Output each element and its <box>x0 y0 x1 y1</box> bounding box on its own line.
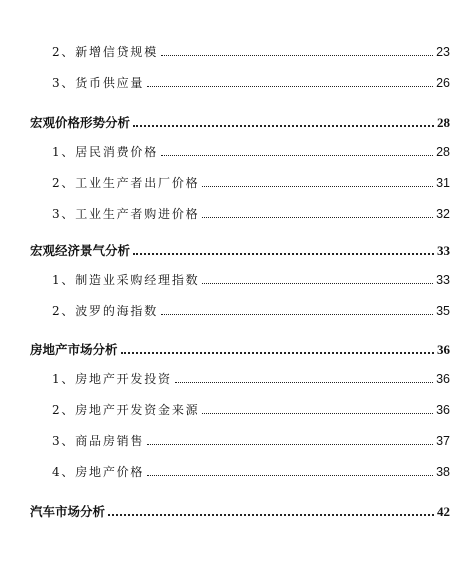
toc-entry-label: 2、房地产开发资金来源 <box>52 403 200 417</box>
toc-entry-ppirm[interactable] <box>0 202 474 222</box>
toc-entry-label: 3、工业生产者购进价格 <box>52 207 200 221</box>
toc-entry-label: 1、房地产开发投资 <box>52 372 172 386</box>
toc-entry-label: 3、货币供应量 <box>52 76 145 90</box>
toc-section-label: 宏观经济景气分析 <box>30 243 131 258</box>
toc-section-macro-price[interactable] <box>0 111 474 131</box>
dot-leader <box>133 125 434 127</box>
toc-page-number: 37 <box>436 434 450 448</box>
dot-leader <box>147 444 433 445</box>
toc-page-number: 28 <box>437 115 450 130</box>
toc-page-number: 33 <box>437 243 450 258</box>
toc-entry-real-estate-price[interactable] <box>0 460 474 480</box>
dot-leader <box>147 475 433 476</box>
toc-page-number: 26 <box>436 76 450 90</box>
toc-page-number: 38 <box>436 465 450 479</box>
toc-entry-label: 3、商品房销售 <box>52 434 145 448</box>
toc-entry-pmi[interactable] <box>0 268 474 288</box>
toc-page-number: 31 <box>436 176 450 190</box>
dot-leader <box>121 352 434 354</box>
toc-page-number: 36 <box>437 342 450 357</box>
toc-entry-label: 2、新增信贷规模 <box>52 45 159 59</box>
toc-entry-baltic-index[interactable] <box>0 299 474 319</box>
toc-page-number: 33 <box>436 273 450 287</box>
toc-entry-housing-sales[interactable] <box>0 429 474 449</box>
dot-leader <box>202 283 433 284</box>
toc-section-auto-market[interactable] <box>0 500 474 520</box>
toc-entry-label: 4、房地产价格 <box>52 465 145 479</box>
toc-page-number: 32 <box>436 207 450 221</box>
toc-entry-cpi[interactable] <box>0 140 474 160</box>
toc-page-number: 36 <box>436 372 450 386</box>
dot-leader <box>161 155 433 156</box>
dot-leader <box>202 413 433 414</box>
dot-leader <box>202 217 433 218</box>
dot-leader <box>175 382 433 383</box>
dot-leader <box>161 314 433 315</box>
toc-section-macro-prosperity[interactable] <box>0 239 474 259</box>
toc-section-label: 宏观价格形势分析 <box>30 115 131 130</box>
toc-page-number: 42 <box>437 504 450 519</box>
toc-entry-label: 2、波罗的海指数 <box>52 304 159 318</box>
toc-entry-real-estate-funding[interactable] <box>0 398 474 418</box>
dot-leader <box>108 514 434 516</box>
toc-section-label: 房地产市场分析 <box>30 342 118 357</box>
toc-entry-real-estate-investment[interactable] <box>0 367 474 387</box>
toc-section-real-estate[interactable] <box>0 338 474 358</box>
toc-page-number: 28 <box>436 145 450 159</box>
dot-leader <box>133 253 434 255</box>
toc-page-number: 35 <box>436 304 450 318</box>
toc-section-label: 汽车市场分析 <box>30 504 106 519</box>
dot-leader <box>147 86 433 87</box>
toc-page-number: 23 <box>436 45 450 59</box>
toc-entry-label: 2、工业生产者出厂价格 <box>52 176 200 190</box>
toc-entry-new-credit-scale[interactable] <box>0 40 474 60</box>
toc-entry-money-supply[interactable] <box>0 71 474 91</box>
dot-leader <box>202 186 433 187</box>
dot-leader <box>161 55 433 56</box>
toc-page-number: 36 <box>436 403 450 417</box>
toc-entry-label: 1、居民消费价格 <box>52 145 159 159</box>
toc-entry-ppi[interactable] <box>0 171 474 191</box>
toc-entry-label: 1、制造业采购经理指数 <box>52 273 200 287</box>
